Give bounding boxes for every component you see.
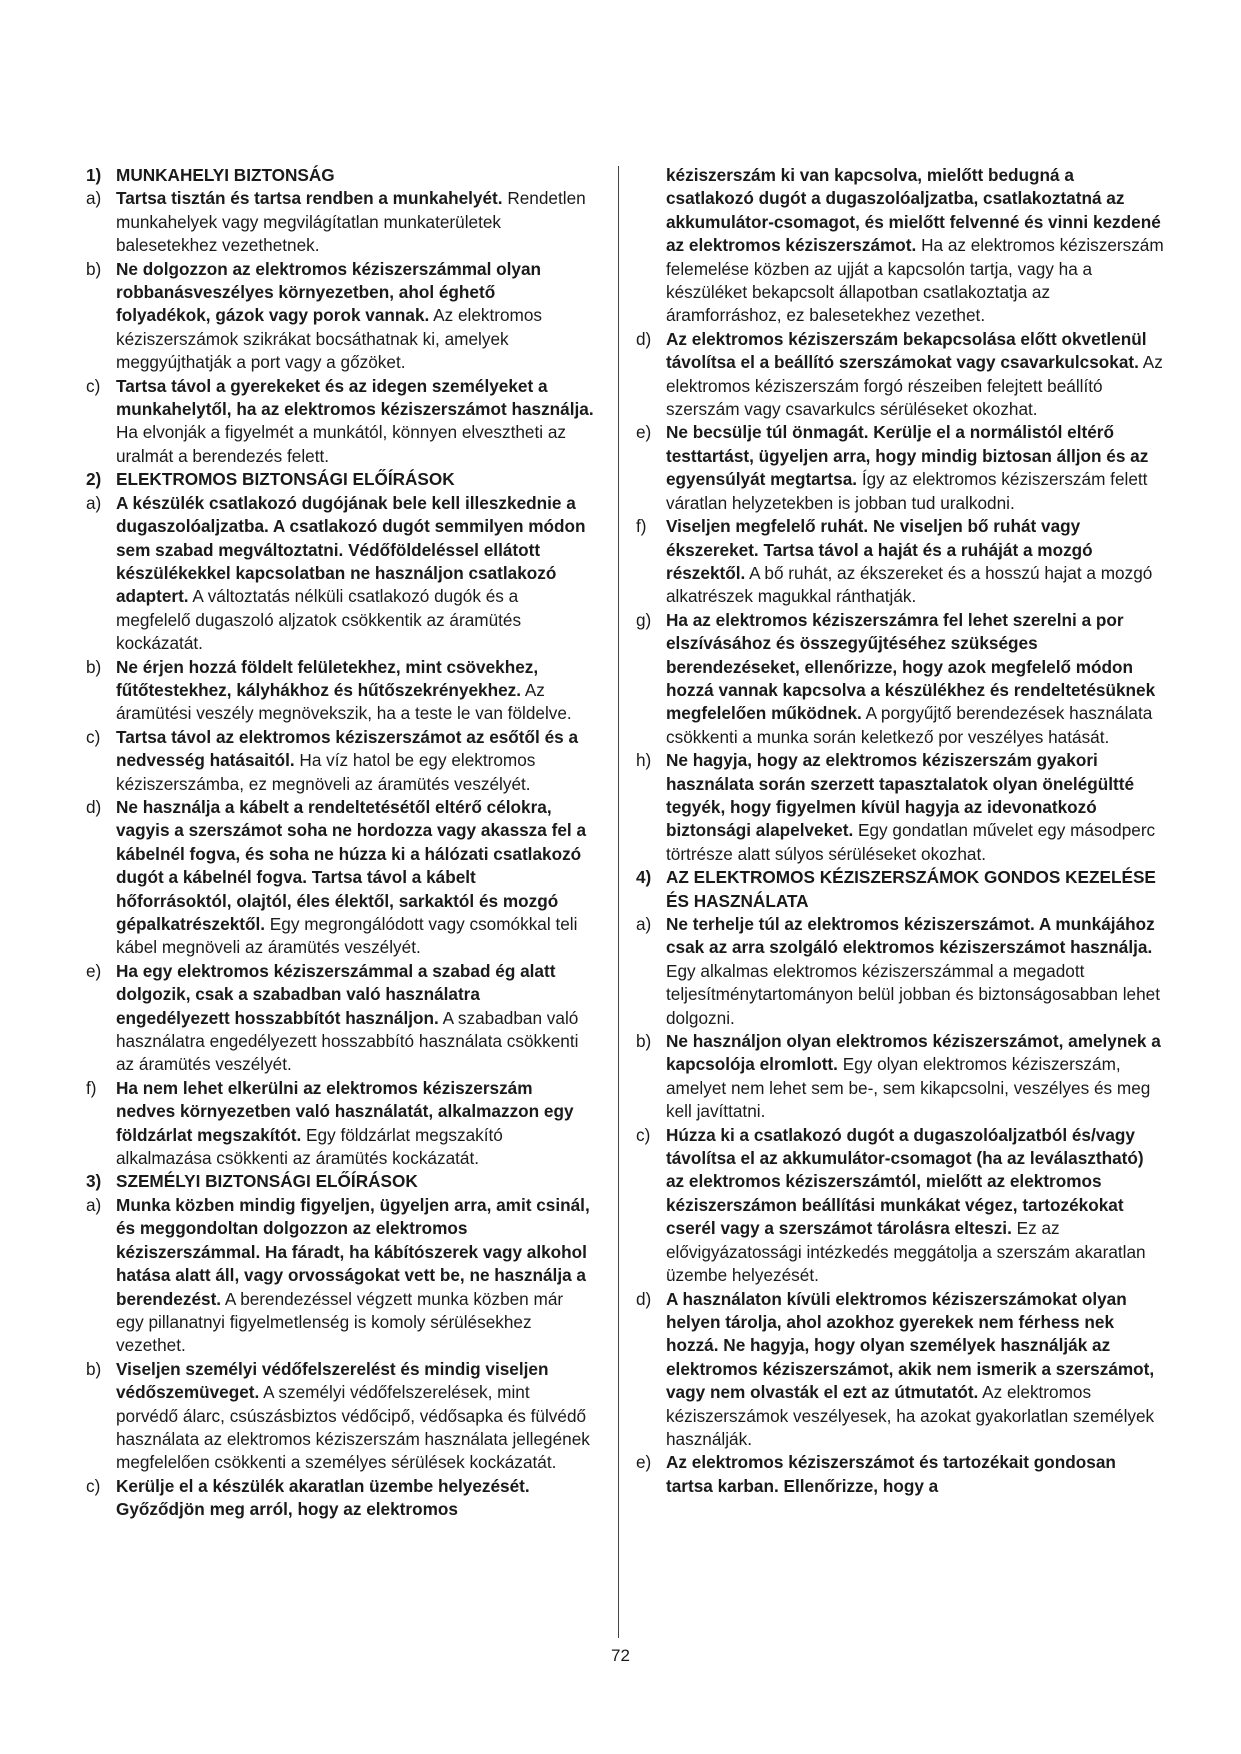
list-item	[636, 328, 1166, 422]
item-bold-text: Ha egy elektromos kéziszerszámmal a szabad ég alatt dolgozik, csak a szabadban való használatra engedélyezett hosszabbítót használjon.	[116, 960, 556, 1028]
item-bold-text: Ne használja a kábelt a rendeltetésétől eltérő célokra, vagyis a szerszámot soha ne hordozza vagy akassza fel a kábelnél fogva, és soha ne húzza ki a hálózati csatlakozó dugót a kábelnél fogva. Tartsa távol a kábelt hőforrásoktól, olajtól, éles élektől, sarkaktól és mozgó gépalkatrészektől.	[116, 796, 587, 934]
section-number: 3)	[86, 1171, 102, 1192]
list-item	[636, 749, 1166, 866]
item-bold-text: Ne hagyja, hogy az elektromos kéziszerszám gyakori használata során szerzett tapasztalatok olyan önelégültté tegyék, hogy figyelmen kívül hagyja az idevonatkozó biztonsági alapelveket.	[666, 750, 1135, 841]
item-bold-text: A készülék csatlakozó dugójának bele kell illeszkednie a dugaszolóaljzatba. A csatlakozó dugót semmilyen módon sem szabad megváltoztatni. Védőföldeléssel ellátott készülékekkel kapcsolatban ne használjon csatlakozó adaptert.	[116, 492, 586, 607]
item-body	[116, 656, 594, 726]
list-item	[636, 515, 1166, 609]
list-item	[86, 1077, 594, 1171]
list-item	[86, 1358, 594, 1475]
column-divider	[618, 166, 619, 1638]
item-normal-text: Ha víz hatol be egy elektromos kéziszerszámba, ez megnöveli az áramütés veszélyét.	[116, 750, 536, 794]
item-body	[666, 749, 1166, 866]
item-bold-text: Tartsa távol az elektromos kéziszerszámot az esőtől és a nedvesség hatásaitól.	[116, 726, 579, 771]
list-item	[636, 1451, 1166, 1498]
item-label: d)	[636, 328, 652, 349]
section-number: 2)	[86, 469, 102, 490]
item-label: b)	[86, 258, 102, 279]
item-normal-text: Egy gondatlan művelet egy másodperc törtrésze alatt súlyos sérüléseket okozhat.	[666, 820, 1156, 864]
item-normal-text: Egy földzárlat megszakító alkalmazása csökkenti az áramütés kockázatát.	[116, 1124, 503, 1169]
list-item	[86, 726, 594, 796]
item-label: d)	[636, 1288, 652, 1309]
item-body	[116, 375, 594, 469]
section-heading	[636, 866, 1166, 913]
item-label: a)	[86, 492, 102, 513]
list-item	[636, 1288, 1166, 1452]
item-label: h)	[636, 750, 652, 771]
item-body	[666, 1451, 1166, 1498]
list-item	[86, 375, 594, 469]
item-bold-text: Ha nem lehet elkerülni az elektromos kéziszerszám nedves környezetben való használatát, alkalmazzon egy földzárlat megszakítót.	[116, 1077, 574, 1145]
item-normal-text: Ha elvonják a figyelmét a munkától, könnyen elvesztheti az uralmát a berendezés felett.	[116, 422, 566, 466]
item-body	[666, 421, 1166, 515]
item-bold-text: Ne dolgozzon az elektromos kéziszerszámmal olyan robbanásveszélyes környezetben, ahol éghető folyadékok, gázok vagy porok vannak.	[116, 258, 542, 326]
section-title: ELEKTROMOS BIZTONSÁGI ELŐÍRÁSOK	[116, 469, 455, 490]
list-item	[636, 1124, 1166, 1288]
item-label: c)	[86, 726, 101, 747]
list-item	[86, 492, 594, 656]
item-bold-text: kéziszerszám ki van kapcsolva, mielőtt bedugná a csatlakozó dugót a dugaszolóaljzatba, csatlakoztatná az akkumulátor-csomagot, és mielőtt felvenné és vinni kezdené az elektromos kéziszerszámot.	[666, 165, 1161, 256]
item-body	[116, 492, 594, 656]
item-label: f)	[636, 516, 647, 537]
item-label: a)	[636, 914, 652, 934]
item-label: c)	[86, 375, 101, 396]
item-bold-text: Ne érjen hozzá földelt felületekhez, mint csövekhez, fűtőtestekhez, kályhákhoz és hűtőszekrényekhez.	[116, 656, 539, 700]
item-normal-text: Egy megrongálódott vagy csomókkal teli kábel megnöveli az áramütés veszélyét.	[116, 914, 578, 958]
item-normal-text: A változtatás nélküli csatlakozó dugók és a megfelelő dugaszoló aljzatok csökkentik az áramütés kockázatát.	[116, 586, 522, 654]
item-bold-text: Ne becsülje túl önmagát. Kerülje el a normálistól eltérő testtartást, ügyeljen arra, hogy mindig biztosan álljon és az egyensúlyát megtartsa.	[666, 422, 1149, 490]
list-item	[636, 609, 1166, 749]
item-body	[666, 913, 1166, 1030]
item-body	[116, 1194, 594, 1358]
item-body	[666, 515, 1166, 609]
item-label: e)	[636, 422, 652, 443]
item-bold-text: Viseljen megfelelő ruhát. Ne viseljen bő ruhát vagy ékszereket. Tartsa távol a haját és a ruháját a mozgó részektől.	[666, 516, 1093, 583]
section-number: 4)	[636, 867, 652, 888]
section-title: SZEMÉLYI BIZTONSÁGI ELŐÍRÁSOK	[116, 1171, 418, 1192]
section-heading	[86, 1170, 594, 1193]
item-label: b)	[86, 656, 102, 677]
item-body	[666, 609, 1166, 749]
list-item	[86, 796, 594, 960]
list-item	[636, 421, 1166, 515]
item-normal-text: Ha az elektromos kéziszerszám felemelése közben az ujját a kapcsolón tartja, vagy ha a készüléket bekapcsolt állapotban csatlakoztatja az áramforráshoz, ez balesetekhez vezethet.	[666, 235, 1164, 326]
item-bold-text: A használaton kívüli elektromos kéziszerszámokat olyan helyen tárolja, ahol azokhoz gyerekek nem férhess nek hozzá. Ne hagyja, hogy olyan személyek használják az elektromos kéziszerszámot, akik nem ismerik a szerszámot, vagy nem olvasták el ezt az útmutatót.	[666, 1288, 1155, 1403]
item-bold-text: Ne terhelje túl az elektromos kéziszerszámot. A munkájához csak az arra szolgáló elektromos kéziszerszámot használja.	[666, 914, 1155, 958]
list-item	[86, 960, 594, 1077]
list-item	[86, 1194, 594, 1358]
page-number: 72	[611, 1646, 630, 1665]
item-body	[116, 960, 594, 1077]
item-label: a)	[86, 188, 102, 209]
list-item	[636, 1030, 1166, 1124]
item-normal-text: Rendetlen munkahelyek vagy megvilágítatlan munkaterületek balesetekhez vezethetnek.	[116, 188, 586, 256]
item-normal-text: A porgyűjtő berendezések használata csökkenti a munka során keletkező por veszélyes hatását.	[666, 703, 1153, 747]
item-normal-text: A személyi védőfelszerelések, mint porvédő álarc, csúszásbiztos védőcipő, védősapka és fülvédő használata az elektromos kéziszerszám használata jellegének megfelelően csökkenti a személyes sérülések kockázatát.	[116, 1382, 590, 1473]
item-normal-text: Így az elektromos kéziszerszám felett váratlan helyzetekben is jobban tud uralkodni.	[666, 469, 1148, 513]
list-item	[86, 656, 594, 726]
section-number: 1)	[86, 165, 102, 185]
item-normal-text: Az áramütési veszély megnövekszik, ha a teste le van földelve.	[116, 679, 572, 724]
item-body	[116, 187, 594, 257]
list-item	[86, 258, 594, 375]
item-body	[666, 328, 1166, 422]
item-label: c)	[636, 1124, 651, 1145]
item-label: g)	[636, 609, 652, 630]
item-label: a)	[86, 1194, 102, 1215]
item-body	[116, 796, 594, 960]
item-normal-text: Egy olyan elektromos kéziszerszám, amelyet nem lehet sem be-, sem kikapcsolni, veszélyes és meg kell javíttatni.	[666, 1054, 1151, 1122]
item-body	[666, 1030, 1166, 1124]
item-normal-text: Egy alkalmas elektromos kéziszerszámmal a megadott teljesítménytartományon belül jobban és biztonságosabban lehet dolgozni.	[666, 960, 1160, 1028]
item-bold-text: Tartsa távol a gyerekeket és az idegen személyeket a munkahelytől, ha az elektromos kéziszerszámot használja.	[116, 375, 594, 420]
section-heading	[86, 164, 594, 187]
item-label: b)	[636, 1031, 652, 1052]
item-normal-text: A szabadban való használatra engedélyezett hosszabbító használata csökkenti az áramütés veszélyét.	[116, 1007, 579, 1075]
item-bold-text: Viseljen személyi védőfelszerelést és mindig viseljen védőszemüveget.	[116, 1358, 549, 1403]
item-normal-text: A bő ruhát, az ékszereket és a hosszú hajat a mozgó alkatrészek magukkal ránthatják.	[666, 562, 1153, 607]
section-title: MUNKAHELYI BIZTONSÁG	[116, 165, 335, 185]
continued-item	[636, 164, 1166, 328]
item-label: d)	[86, 796, 102, 817]
item-body	[116, 1358, 594, 1475]
item-bold-text: Kerülje el a készülék akaratlan üzembe helyezését. Győződjön meg arról, hogy az elektromos	[116, 1475, 530, 1520]
item-bold-text: Ha az elektromos kéziszerszámra fel lehet szerelni a por elszívásához és összegyűjtéséhez szükséges berendezéseket, ellenőrizze, hogy azok megfelelő módon hozzá vannak kapcsolva a készülékhez és rendeltetésüknek megfelelően működnek.	[666, 609, 1156, 724]
list-item	[86, 1475, 594, 1522]
item-bold-text: Az elektromos kéziszerszám bekapcsolása előtt okvetlenül távolítsa el a beállító szerszámokat vagy csavarkulcsokat.	[666, 328, 1147, 373]
item-normal-text: Az elektromos kéziszerszám forgó részeiben felejtett beállító szerszám vagy csavarkulcs sérüléseket okozhat.	[666, 352, 1163, 420]
item-body	[116, 258, 594, 375]
item-label: c)	[86, 1475, 101, 1496]
item-normal-text: A berendezéssel végzett munka közben már egy pillanatnyi figyelmetlenség is komoly sérülésekhez vezethet.	[116, 1288, 564, 1356]
left-column	[86, 164, 594, 1522]
item-body	[116, 1475, 594, 1522]
section-heading	[86, 468, 594, 491]
item-normal-text: Ez az elővigyázatossági intézkedés meggátolja a szerszám akaratlan üzembe helyezését.	[666, 1218, 1146, 1286]
list-item	[86, 187, 594, 257]
item-body	[666, 1288, 1166, 1452]
item-body	[116, 1077, 594, 1171]
item-bold-text: Ne használjon olyan elektromos kéziszerszámot, amelynek a kapcsolója elromlott.	[666, 1031, 1161, 1075]
item-bold-text: Tartsa tisztán és tartsa rendben a munkahelyét.	[116, 188, 503, 209]
section-title: AZ ELEKTROMOS KÉZISZERSZÁMOK GONDOS KEZELÉSE ÉS HASZNÁLATA	[666, 867, 1156, 911]
item-normal-text: Az elektromos kéziszerszámok veszélyesek, ha azokat gyakorlatlan személyek használják.	[666, 1382, 1155, 1449]
item-body	[666, 1124, 1166, 1288]
right-column	[636, 164, 1166, 1498]
item-label: e)	[86, 960, 102, 981]
item-label: e)	[636, 1452, 652, 1473]
item-bold-text: Az elektromos kéziszerszámot és tartozékait gondosan tartsa karban. Ellenőrizze, hogy a	[666, 1452, 1116, 1496]
item-label: b)	[86, 1358, 102, 1379]
item-body	[116, 726, 594, 796]
item-normal-text: Az elektromos kéziszerszámok szikrákat bocsáthatnak ki, amelyek meggyújthatják a port vagy a gőzöket.	[116, 305, 543, 373]
item-bold-text: Húzza ki a csatlakozó dugót a dugaszolóaljzatból és/vagy távolítsa el az akkumulátor-csomagot (ha az leválasztható) az elektromos kéziszerszámtól, mielőtt az elektromos kéziszerszámon beállítási munkákat végez, tartozékokat cserél vagy a szerszámot tárolásra elteszi.	[666, 1124, 1144, 1239]
item-label: f)	[86, 1077, 97, 1098]
item-bold-text: Munka közben mindig figyeljen, ügyeljen arra, amit csinál, és meggondoltan dolgozzon az elektromos kéziszerszámmal. Ha fáradt, ha kábítószerek vagy alkohol hatása alatt áll, vagy orvosságokat vett be, ne használja a berendezést.	[116, 1194, 590, 1309]
list-item	[636, 913, 1166, 1030]
